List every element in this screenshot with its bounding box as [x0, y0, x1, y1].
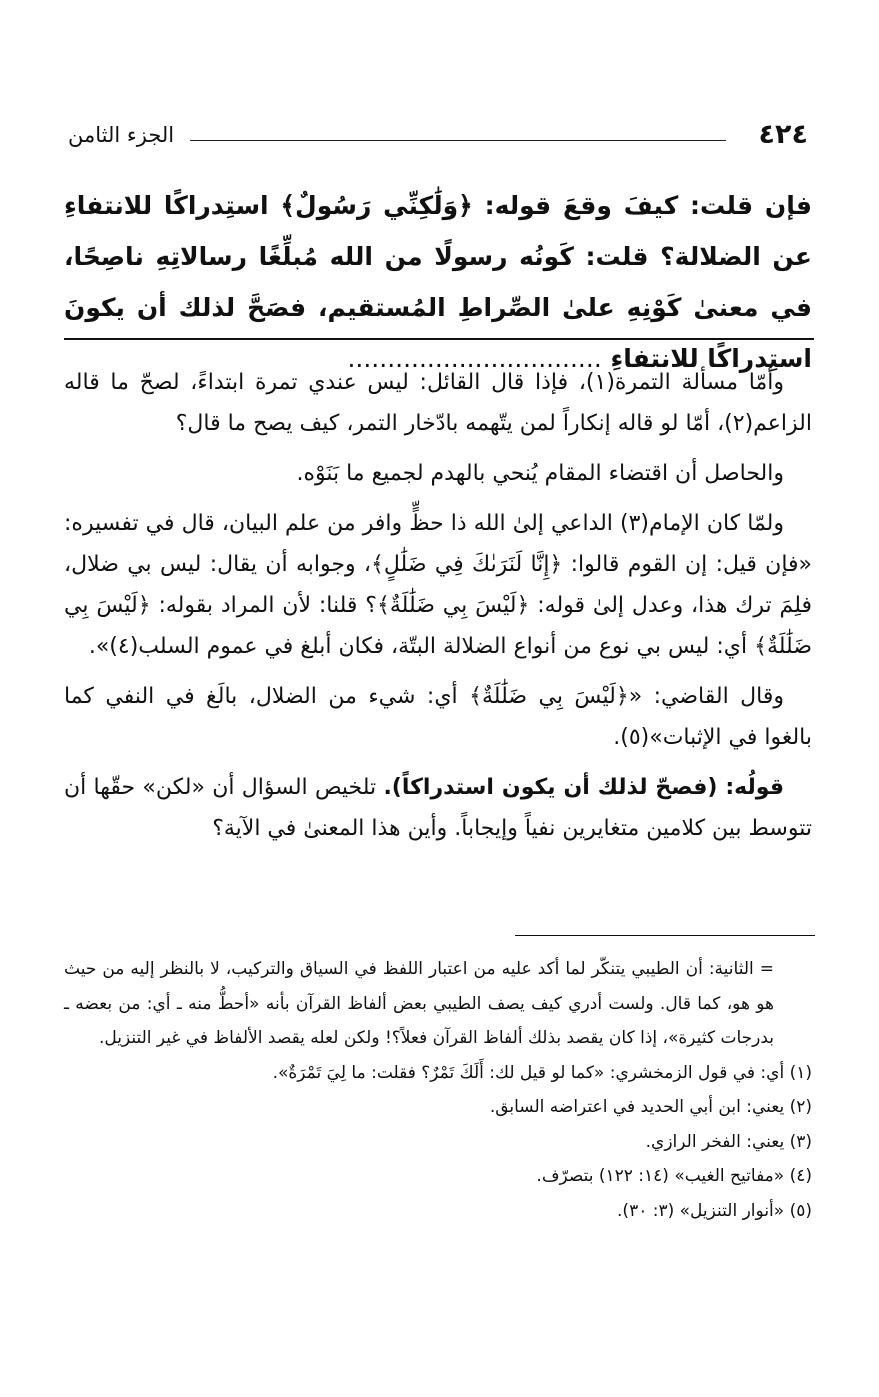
- running-title: الجزء الثامن: [68, 123, 175, 147]
- footnote-continuation: = الثانية: أن الطيبي يتنكّر لما أكد عليه من اعتبار اللفظ في السياق والتركيب، لا بالنظر إليه من حيث هو هو، كما قال. ولست أدري كيف يصف الطيبي بعض ألفاظ القرآن بأنه «أحطُّ منه ـ أي: من بعضه ـ بدرجات كثيرة»، إذا كان يقصد بذلك ألفاظ القرآن فعلاً؟! ولكن لعله يقصد الألفاظ في غير التنزيل.: [64, 959, 774, 1048]
- footnote-4: (٤) «مفاتيح الغيب» (١٤: ١٢٢) بتصرّف.: [536, 1166, 812, 1186]
- commentary-paragraph-4: وقال القاضي: «﴿لَيْسَ بِي ضَلَٰلَةٌ﴾ أي: شيء من الضلال، بالَغ في النفي كما بالغوا في الإثبات»(٥).: [64, 684, 812, 750]
- matn-text: [64, 180, 812, 384]
- footnote-rule: [515, 935, 815, 936]
- header-rule: [190, 140, 726, 141]
- footnote-5: (٥) «أنوار التنزيل» (٣: ٣٠).: [617, 1200, 812, 1221]
- commentary-block: [64, 362, 812, 858]
- footnote-2: (٢) يعني: ابن أبي الحديد في اعتراضه السابق.: [489, 1097, 812, 1117]
- matn-body: فإن قلت: كيفَ وقعَ قوله: ﴿وَلَٰكِنِّي رَسُولٌ﴾ استِدراكًا للانتفاءِ عن الضلالة؟ قلت: كَونُه رسولًا من الله مُبلِّغًا رسالاتِهِ ناصِحًا، في معنىٰ كَوْنِهِ علىٰ الصِّراطِ المُستقيم، فصَحَّ لذلك أن يكونَ استِدراكًا للانتفاءِ: [64, 191, 812, 373]
- commentary-paragraph-1: وأمّا مسألة التمرة(١)، فإذا قال القائل: ليس عندي تمرة ابتداءً، لصحّ ما قاله الزاعم(٢)، أمّا لو قاله إنكاراً لمن يتّهمه بادّخار التمر، كيف يصح ما قال؟: [64, 370, 812, 436]
- footnote-3: (٣) يعني: الفخر الرازي.: [645, 1131, 812, 1152]
- commentary-paragraph-3: ولمّا كان الإمام(٣) الداعي إلىٰ الله ذا حظٍّ وافر من علم البيان، قال في تفسيره: «فإن قيل: إن القوم قالوا: ﴿إِنَّا لَنَرَىٰكَ فِي ضَلَٰلٍ﴾، وجوابه أن يقال: ليس بي ضلال، فلِمَ ترك هذا، وعدل إلىٰ قوله: ﴿لَيْسَ بِي ضَلَٰلَةٌ﴾؟ قلنا: لأن المراد بقوله: ﴿لَيْسَ بِي ضَلَٰلَةٌ﴾ أي: ليس بي نوع من أنواع الضلالة البتّة، فكان أبلغ في عموم السلب(٤)».: [64, 511, 812, 659]
- matn-dots: ................................: [347, 344, 602, 373]
- matn-divider: [64, 338, 814, 340]
- commentary-paragraph-5-text: تلخيص السؤال أن «لكن» حقّها أن تتوسط بين كلامين متغايرين نفياً وإيجاباً. وأين هذا المعنىٰ في الآية؟: [64, 775, 812, 841]
- footnote-1: (١) أي: في قول الزمخشري: «كما لو قيل لك: أَلَكَ تَمْرٌ؟ فقلت: ما لِيَ تَمْرَةٌ».: [272, 1062, 812, 1083]
- commentary-paragraph-5: [64, 767, 812, 849]
- commentary-paragraph-2: والحاصل أن اقتضاء المقام يُنحي بالهدم لجميع ما بَنَوْه.: [296, 461, 784, 486]
- quoted-lemma: قولُه: (فصحّ لذلك أن يكون استدراكاً).: [383, 775, 784, 800]
- matn-block: [64, 180, 812, 384]
- running-header: [68, 118, 808, 158]
- page-number: ٤٢٤: [758, 119, 808, 150]
- footnotes-block: [64, 952, 812, 1228]
